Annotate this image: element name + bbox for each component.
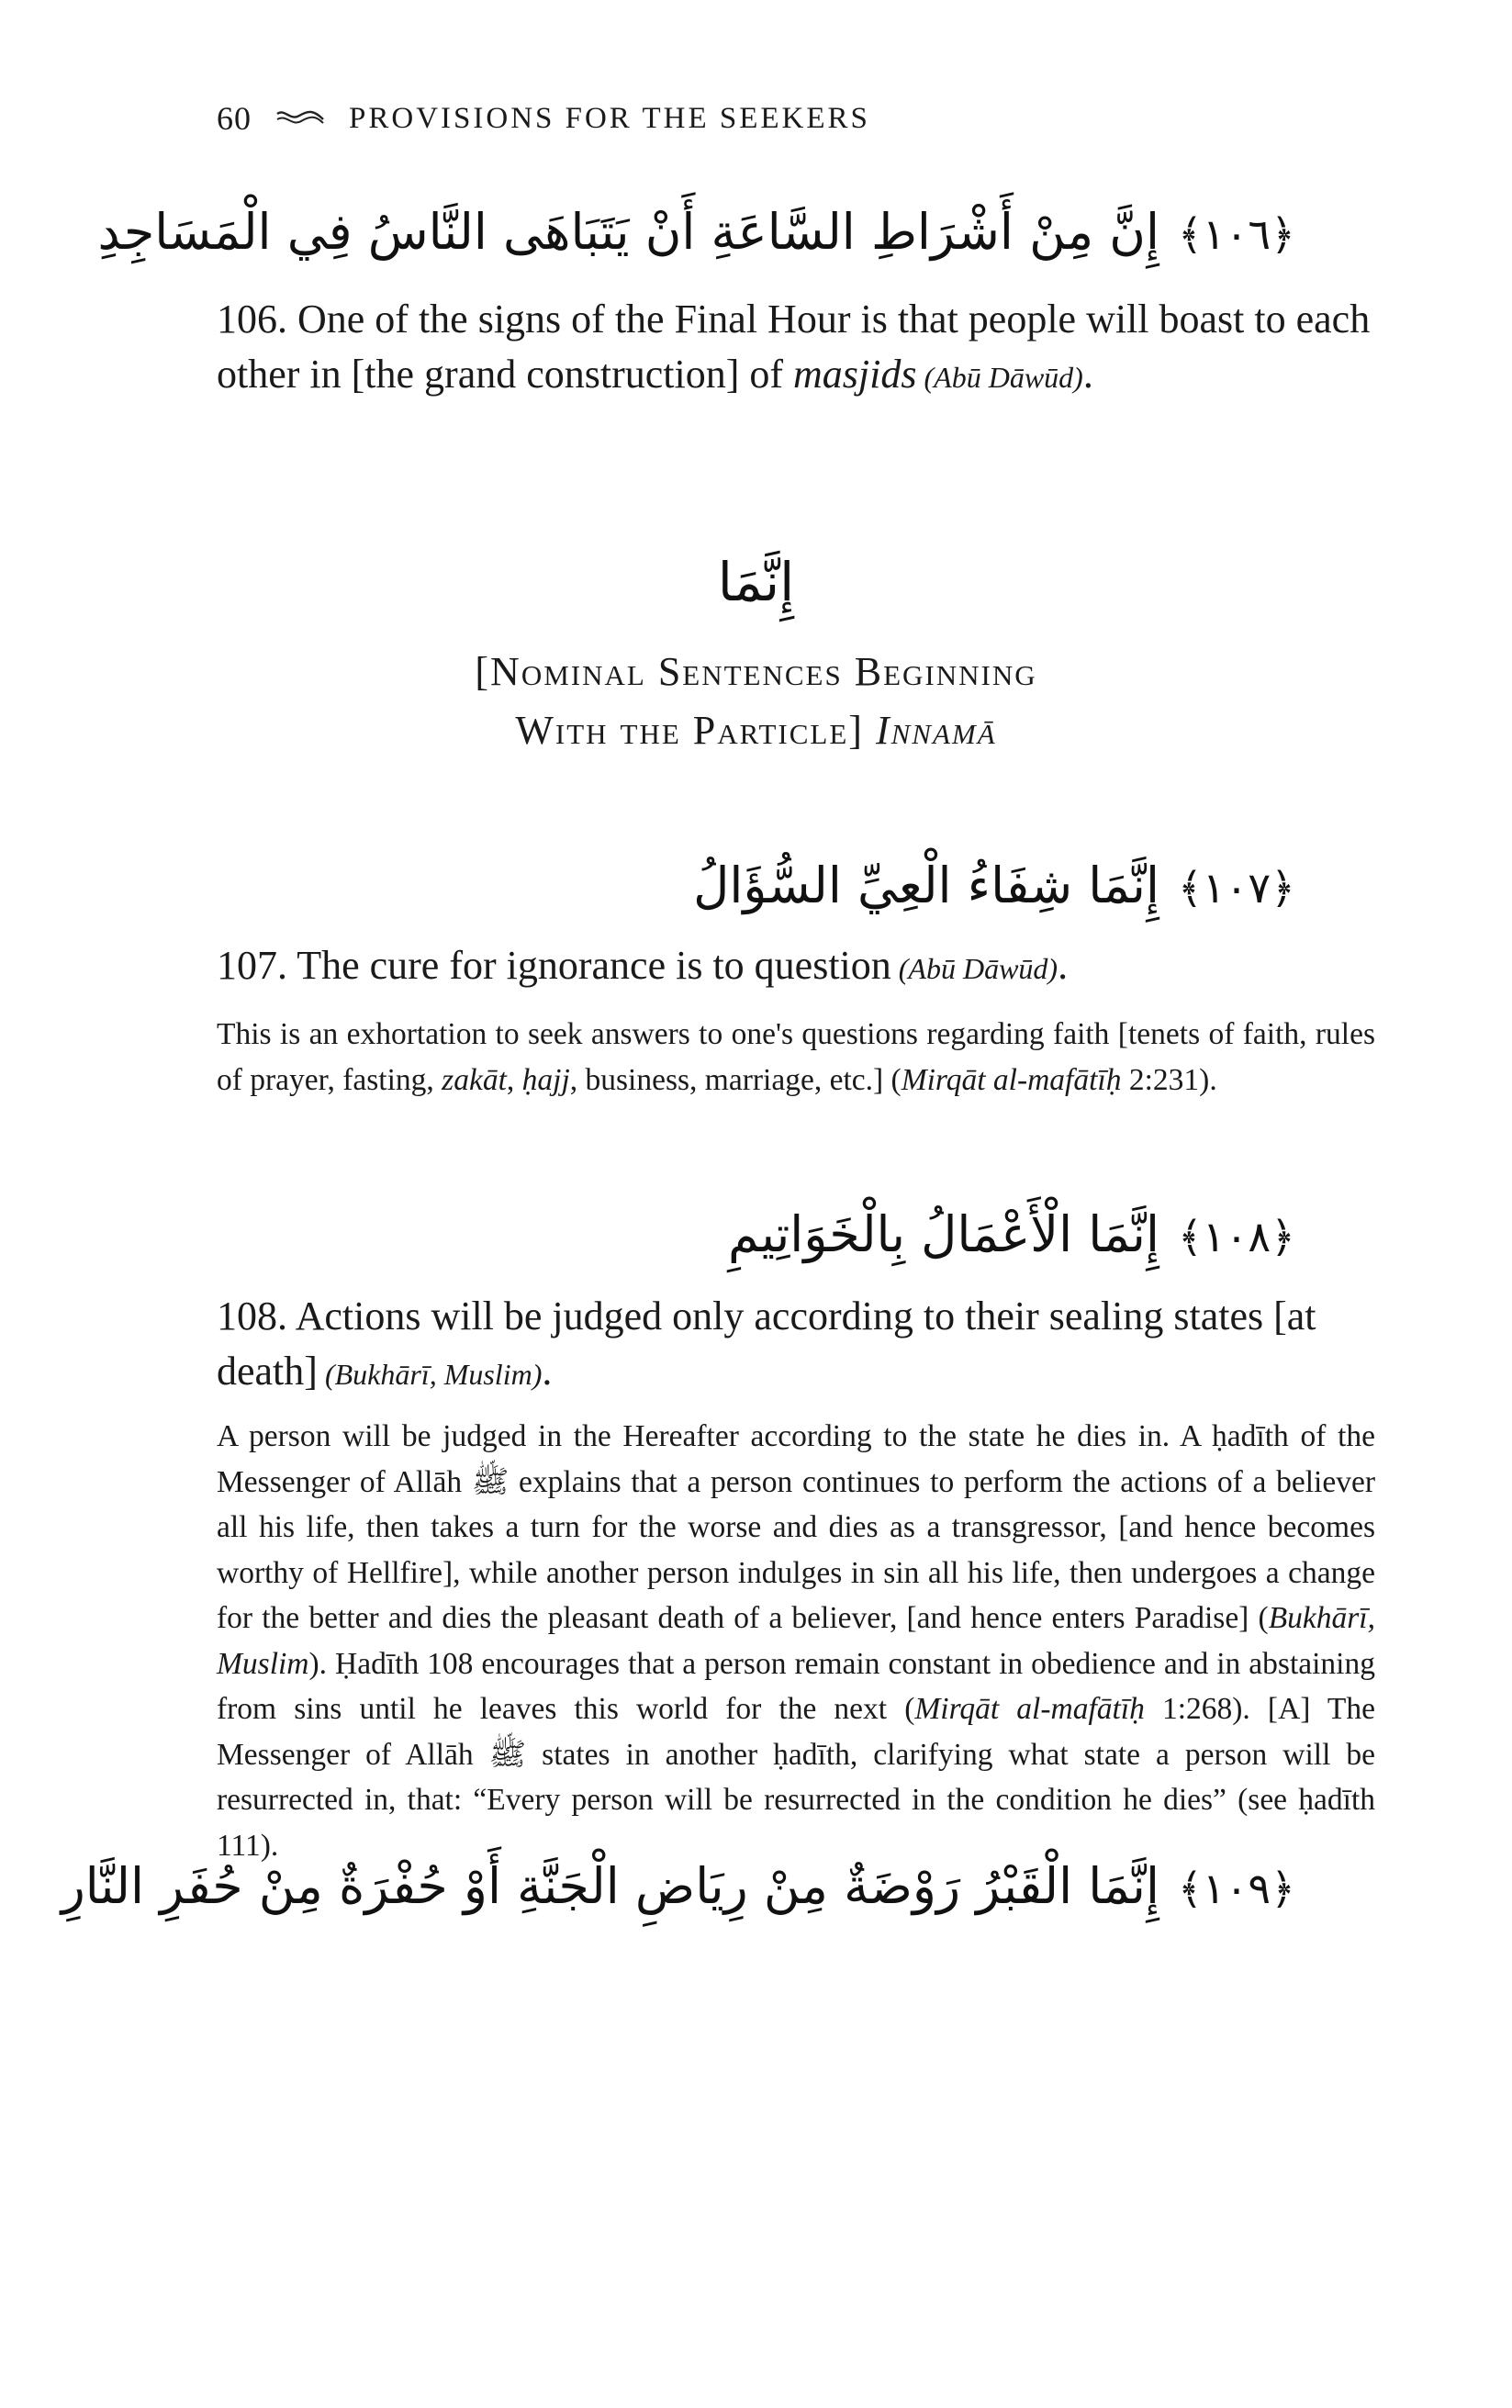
hadith-106-italic: masjids	[793, 352, 917, 397]
commentary-107-text-b: ,	[506, 1062, 522, 1097]
section-title-line2	[0, 701, 1512, 760]
running-title: PROVISIONS FOR THE SEEKERS	[349, 101, 870, 135]
hadith-107-commentary	[217, 1012, 1375, 1103]
hadith-109-arabic-number: ﴿١٠٩﴾	[1177, 1864, 1295, 1913]
hadith-106-text: 106. One of the signs of the Final Hour is that people will boast to each other in [the grand construction] of	[217, 297, 1371, 397]
section-arabic-heading: إِنَّمَا	[717, 551, 795, 613]
commentary-107-zakat: zakāt	[442, 1062, 507, 1097]
commentary-107-text-c: , business, marriage, etc.] (	[569, 1062, 902, 1097]
hadith-107-source: (Abū Dāwūd)	[890, 952, 1058, 985]
commentary-107-text-d: 2:231).	[1121, 1062, 1217, 1097]
commentary-107-reference: Mirqāt al-mafātīḥ	[901, 1062, 1122, 1097]
commentary-107-text-a: This is an exhortation to seek answers to one's questions regarding faith [tenets of faith, rules of prayer, fasting,	[217, 1017, 1375, 1097]
hadith-107-arabic-number: ﴿١٠٧﴾	[1177, 863, 1295, 913]
hadith-108-arabic	[728, 1205, 1295, 1263]
hadith-107-arabic	[693, 857, 1295, 914]
hadith-108-text: 108. Actions will be judged only according to their sealing states [at death]	[217, 1294, 1316, 1394]
commentary-108-text-a: A person will be judged in the Hereafter according to the state he dies in. A ḥadīth of the Messenger of Allāh ﷺ explains that a person continues to perform the actions of a believer all his life, then takes a turn for the worse and dies as a transgressor, [and hence becomes worthy of Hellfire], while another person indulges in sin all his life, then undergoes a change for the better and dies the pleasant death of a believer, [and hence enters Paradise] (	[217, 1419, 1375, 1635]
commentary-108-text-c: 1:268). [A] The Messenger of Allāh ﷺ states in another ḥadīth, clarifying what state a person will be resurrected in, that: “Every person will be resurrected in the condition he dies” (see ḥadīth 111).	[217, 1692, 1376, 1863]
hadith-107-text: 107. The cure for ignorance is to question	[217, 943, 891, 988]
section-title-line1: [Nominal Sentences Beginning	[475, 649, 1037, 694]
section-title	[0, 643, 1512, 760]
running-header	[217, 99, 870, 138]
hadith-106-translation	[217, 292, 1373, 405]
hadith-107-translation	[217, 938, 1373, 996]
wave-ornament-icon	[275, 108, 325, 129]
hadith-109-arabic-text: إِنَّمَا الْقَبْرُ رَوْضَةٌ مِنْ رِيَاضِ الْجَنَّةِ أَوْ حُفْرَةٌ مِنْ حُفَرِ النَّارِ	[61, 1857, 1159, 1915]
hadith-108-arabic-text: إِنَّمَا الْأَعْمَالُ بِالْخَوَاتِيمِ	[728, 1205, 1159, 1263]
section-title-particle: Innamā	[875, 708, 997, 753]
hadith-108-translation	[217, 1289, 1373, 1402]
commentary-108-text-b: ). Ḥadīth 108 encourages that a person remain constant in obedience and in abstaining from sins until he leaves this world for the next (	[217, 1646, 1375, 1726]
hadith-108-arabic-number: ﴿١٠٨﴾	[1177, 1212, 1295, 1261]
hadith-109-arabic	[61, 1857, 1295, 1915]
commentary-107-hajj: ḥajj	[521, 1062, 570, 1097]
hadith-106-arabic-number: ﴿١٠٦﴾	[1177, 209, 1295, 259]
hadith-107-end: .	[1058, 943, 1069, 988]
commentary-108-reference-1: Bukhārī, Muslim	[217, 1601, 1375, 1681]
hadith-106-arabic	[97, 203, 1295, 261]
hadith-106-arabic-text: إِنَّ مِنْ أَشْرَاطِ السَّاعَةِ أَنْ يَتَبَاهَى النَّاسُ فِي الْمَسَاجِدِ	[97, 203, 1159, 261]
hadith-108-source: (Bukhārī, Muslim)	[317, 1358, 543, 1391]
hadith-107-arabic-text: إِنَّمَا شِفَاءُ الْعِيِّ السُّؤَالُ	[693, 857, 1159, 914]
commentary-108-reference-2: Mirqāt al-mafātīḥ	[914, 1692, 1145, 1726]
page-number: 60	[217, 100, 252, 137]
hadith-108-commentary	[217, 1414, 1375, 1868]
hadith-108-end: .	[542, 1349, 553, 1394]
section-title-line2-text: With the Particle]	[515, 708, 876, 753]
hadith-106-source: (Abū Dāwūd)	[916, 361, 1083, 394]
hadith-106-end: .	[1082, 352, 1093, 397]
